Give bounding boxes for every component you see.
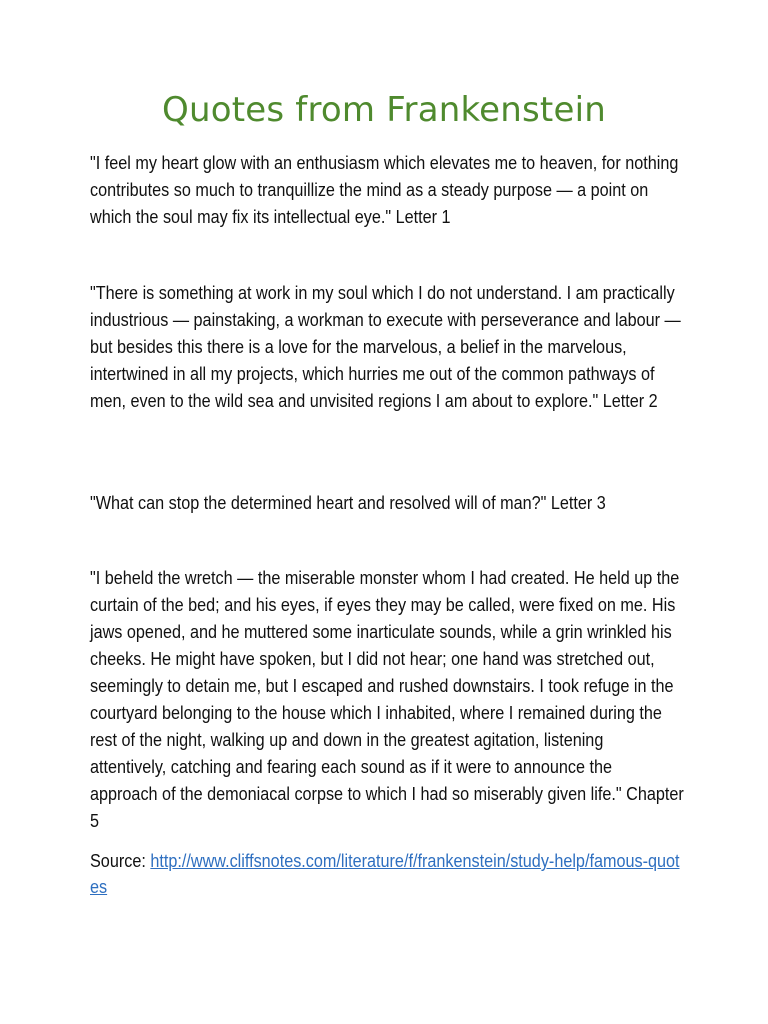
source-line <box>90 848 684 900</box>
quote-paragraph: "There is something at work in my soul which I do not understand. I am practically industrious — painstaking, a workman to execute with perseverance and labour — but besides this there is a love for the marvelous, a belief in the marvelous, intertwined in all my projects, which hurries me out of the common pathways of men, even to the wild sea and unvisited regions I am about to explore." Letter 2 <box>90 283 681 411</box>
source-link[interactable]: http://www.cliffsnotes.com/literature/f/frankenstein/study-help/famous-quotes <box>90 851 680 897</box>
quote-paragraph: "I beheld the wretch — the miserable monster whom I had created. He held up the curtain of the bed; and his eyes, if eyes they may be called, were fixed on me. His jaws opened, and he muttered some inarticulate sounds, while a grin wrinkled his cheeks. He might have spoken, but I did not hear; one hand was stretched out, seemingly to detain me, but I escaped and rushed downstairs. I took refuge in the courtyard belonging to the house which I inhabited, where I remained during the rest of the night, walking up and down in the greatest agitation, listening attentively, catching and fearing each sound as if it were to announce the approach of the demoniacal corpse to which I had so miserably given life." Chapter 5 <box>90 568 684 831</box>
page-title: Quotes from Frankenstein <box>162 90 606 130</box>
quote-paragraph: "I feel my heart glow with an enthusiasm which elevates me to heaven, for nothing contributes so much to tranquillize the mind as a steady purpose — a point on which the soul may fix its intellectual eye." Letter 1 <box>90 153 679 227</box>
quote-paragraph: "What can stop the determined heart and resolved will of man?" Letter 3 <box>90 493 606 513</box>
source-label: Source: <box>90 851 151 871</box>
